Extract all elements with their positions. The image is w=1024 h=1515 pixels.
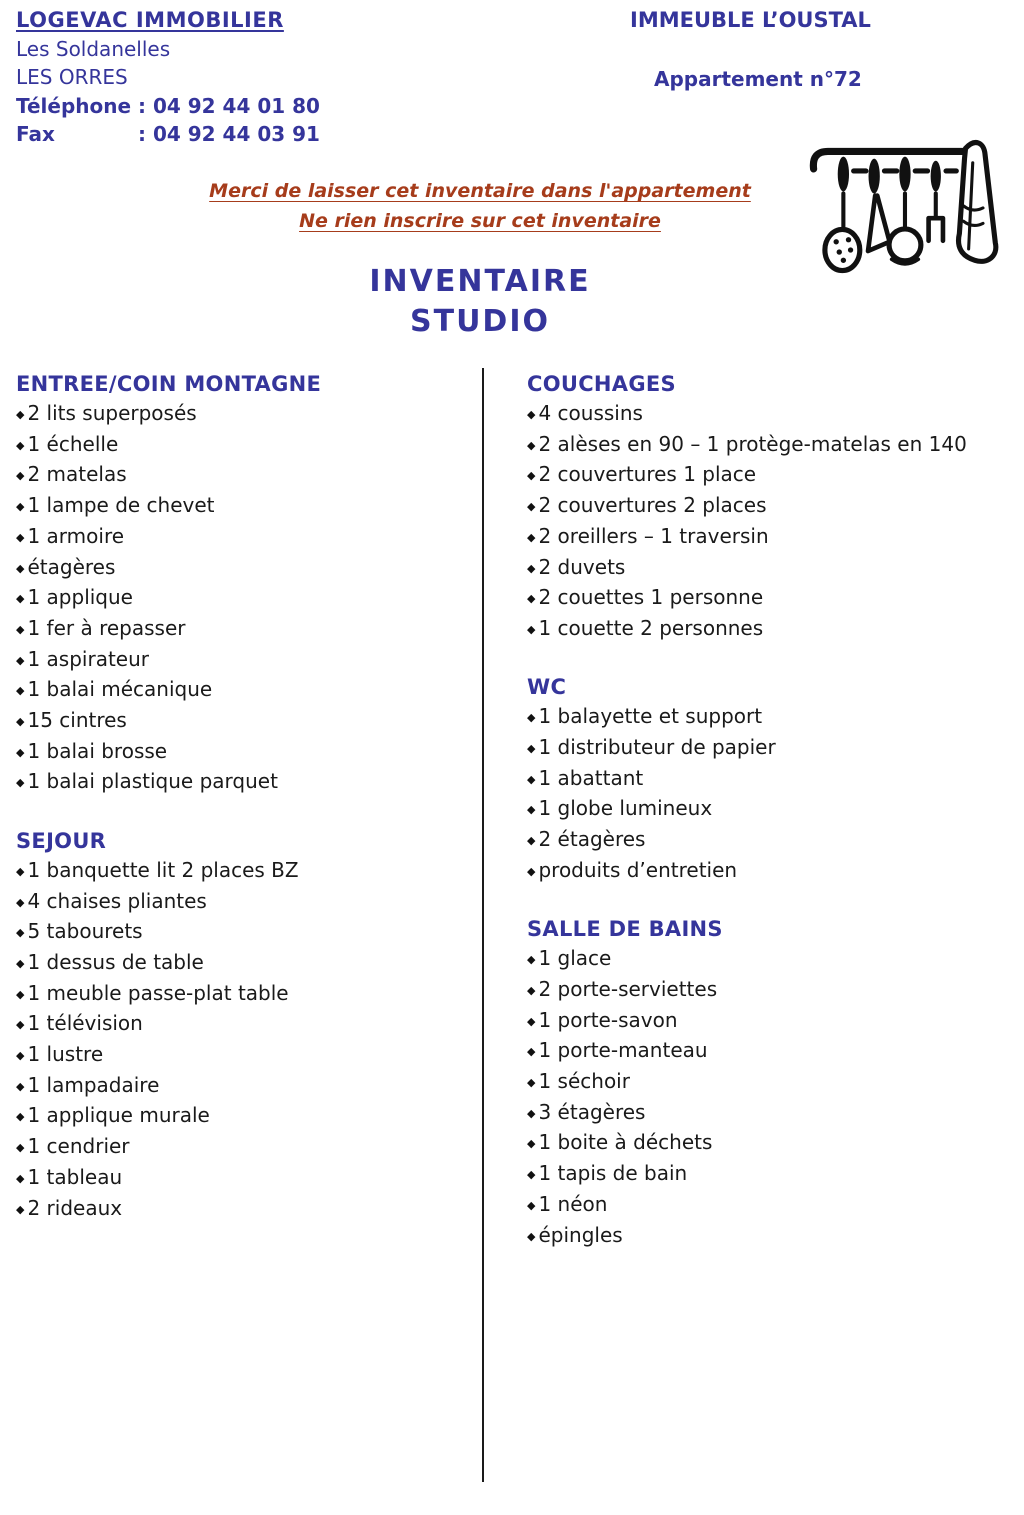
diamond-bullet-icon: ◆	[527, 1198, 536, 1212]
agency-name: LOGEVAC IMMOBILIER	[16, 8, 284, 32]
agency-header	[16, 6, 320, 149]
diamond-bullet-icon: ◆	[527, 772, 536, 786]
notice	[0, 176, 960, 236]
inventory-item	[16, 522, 456, 553]
inventory-item	[527, 1036, 1007, 1067]
diamond-bullet-icon: ◆	[16, 895, 25, 909]
diamond-bullet-icon: ◆	[527, 711, 536, 725]
diamond-bullet-icon: ◆	[527, 1045, 536, 1059]
diamond-bullet-icon: ◆	[16, 438, 25, 452]
inventory-item	[16, 1071, 456, 1102]
inventory-item	[16, 614, 456, 645]
item-label: 1 abattant	[538, 765, 644, 790]
inventory-item	[16, 645, 456, 676]
inventory-section	[16, 827, 456, 1224]
item-label: 1 balayette et support	[538, 704, 763, 729]
inventory-item	[527, 1221, 1007, 1252]
item-label: 1 applique	[27, 585, 133, 610]
diamond-bullet-icon: ◆	[527, 500, 536, 514]
diamond-bullet-icon: ◆	[527, 561, 536, 575]
item-label: 1 tableau	[27, 1164, 123, 1189]
diamond-bullet-icon: ◆	[527, 1076, 536, 1090]
inventory-item	[527, 702, 1007, 733]
item-label: 2 duvets	[538, 554, 626, 579]
diamond-bullet-icon: ◆	[16, 653, 25, 667]
item-label: 1 lampe de chevet	[27, 493, 215, 518]
apartment-number: Appartement n°72	[654, 67, 862, 91]
inventory-item	[16, 675, 456, 706]
inventory-item	[16, 737, 456, 768]
diamond-bullet-icon: ◆	[16, 500, 25, 514]
diamond-bullet-icon: ◆	[16, 1202, 25, 1216]
item-label: 4 coussins	[538, 401, 643, 425]
section-heading: WC	[527, 675, 567, 700]
diamond-bullet-icon: ◆	[527, 408, 536, 421]
diamond-bullet-icon: ◆	[527, 742, 536, 756]
building-name: IMMEUBLE L’OUSTAL	[630, 8, 871, 32]
diamond-bullet-icon: ◆	[527, 1229, 536, 1243]
phone-number: : 04 92 44 01 80	[138, 93, 320, 118]
item-label: 1 aspirateur	[27, 646, 150, 671]
diamond-bullet-icon: ◆	[16, 561, 25, 575]
inventory-item	[527, 1098, 1007, 1129]
inventory-item	[527, 583, 1007, 614]
diamond-bullet-icon: ◆	[16, 684, 25, 698]
item-label: 1 meuble passe-plat table	[27, 980, 289, 1005]
item-label: 1 fer à repasser	[27, 615, 186, 640]
item-label: 1 échelle	[27, 431, 119, 456]
inventory-item	[527, 1190, 1007, 1221]
item-label: 1 banquette lit 2 places BZ	[27, 857, 299, 882]
title-line-1: INVENTAIRE	[369, 264, 591, 299]
inventory-item	[16, 887, 456, 918]
diamond-bullet-icon: ◆	[16, 622, 25, 636]
inventory-item	[527, 522, 1007, 553]
inventory-item	[16, 1009, 456, 1040]
inventory-item	[16, 491, 456, 522]
diamond-bullet-icon: ◆	[527, 983, 536, 997]
inventory-item	[527, 944, 1007, 975]
diamond-bullet-icon: ◆	[16, 530, 25, 544]
diamond-bullet-icon: ◆	[16, 776, 25, 790]
item-label: 1 cendrier	[27, 1134, 130, 1159]
item-label: 2 couvertures 2 places	[538, 493, 767, 518]
item-label: 2 matelas	[27, 462, 127, 487]
diamond-bullet-icon: ◆	[16, 926, 25, 940]
item-label: 2 porte-serviettes	[538, 976, 718, 1001]
inventory-item	[16, 1194, 456, 1225]
inventory-item	[527, 764, 1007, 795]
diamond-bullet-icon: ◆	[16, 864, 25, 878]
inventory-item	[527, 1159, 1007, 1190]
building-header	[630, 6, 871, 93]
section-heading: ENTREE/COIN MONTAGNE	[16, 372, 322, 396]
inventory-section	[527, 673, 1007, 886]
diamond-bullet-icon: ◆	[527, 1014, 536, 1028]
inventory-item	[527, 553, 1007, 584]
item-label: 1 néon	[538, 1191, 608, 1216]
inventory-section	[527, 915, 1007, 1251]
city-name: LES ORRES	[16, 65, 128, 89]
item-label: 5 tabourets	[27, 919, 143, 944]
item-label: 1 boite à déchets	[538, 1130, 713, 1155]
item-label: 1 couette 2 personnes	[538, 615, 764, 640]
item-label: 3 étagères	[538, 1099, 646, 1124]
inventory-section	[527, 370, 1007, 645]
inventory-item	[16, 856, 456, 887]
item-label: 1 balai mécanique	[27, 677, 213, 702]
title-line-2: STUDIO	[410, 304, 550, 339]
item-label: 1 lustre	[27, 1042, 104, 1067]
item-label: 1 porte-manteau	[538, 1038, 708, 1063]
residence-name: Les Soldanelles	[16, 36, 171, 61]
diamond-bullet-icon: ◆	[16, 592, 25, 606]
item-label: 1 applique murale	[27, 1103, 210, 1128]
diamond-bullet-icon: ◆	[16, 715, 25, 729]
diamond-bullet-icon: ◆	[16, 1171, 25, 1185]
inventory-item	[16, 917, 456, 948]
inventory-item	[527, 491, 1007, 522]
phone-label: Téléphone	[16, 93, 132, 118]
item-label: 2 rideaux	[27, 1195, 123, 1220]
diamond-bullet-icon: ◆	[16, 745, 25, 759]
diamond-bullet-icon: ◆	[527, 864, 536, 878]
item-label: 1 dessus de table	[27, 949, 204, 974]
item-label: 1 séchoir	[538, 1069, 630, 1094]
item-label: 2 oreillers – 1 traversin	[538, 523, 769, 548]
item-label: 2 couettes 1 personne	[538, 585, 764, 610]
item-label: 2 lits superposés	[27, 401, 197, 425]
diamond-bullet-icon: ◆	[16, 1018, 25, 1032]
item-list	[16, 399, 456, 798]
item-label: 2 étagères	[538, 827, 646, 852]
diamond-bullet-icon: ◆	[527, 622, 536, 636]
diamond-bullet-icon: ◆	[527, 1168, 536, 1182]
inventory-item	[16, 979, 456, 1010]
diamond-bullet-icon: ◆	[527, 1137, 536, 1151]
diamond-bullet-icon: ◆	[527, 592, 536, 606]
inventory-column-left	[16, 370, 456, 1253]
diamond-bullet-icon: ◆	[16, 1110, 25, 1124]
item-label: 1 balai brosse	[27, 738, 168, 763]
item-list	[527, 944, 1007, 1251]
diamond-bullet-icon: ◆	[527, 803, 536, 817]
item-label: 1 télévision	[27, 1011, 143, 1036]
inventory-column-right	[527, 370, 1007, 1280]
inventory-item	[16, 706, 456, 737]
page-title	[0, 262, 960, 342]
column-divider-line	[482, 368, 484, 1482]
diamond-bullet-icon: ◆	[16, 1141, 25, 1155]
diamond-bullet-icon: ◆	[16, 408, 25, 421]
inventory-item	[16, 553, 456, 584]
inventory-item	[16, 1132, 456, 1163]
inventory-item	[16, 1101, 456, 1132]
item-label: 1 globe lumineux	[538, 796, 713, 821]
inventory-item	[527, 856, 1007, 887]
fax-line	[16, 120, 320, 149]
inventory-section	[16, 370, 456, 798]
inventory-item	[16, 430, 456, 461]
item-list	[16, 856, 456, 1224]
notice-line-2: Ne rien inscrire sur cet inventaire	[299, 210, 661, 232]
fax-number: : 04 92 44 03 91	[138, 122, 320, 146]
inventory-item	[527, 460, 1007, 491]
notice-line-1: Merci de laisser cet inventaire dans l'appartement	[209, 180, 751, 202]
inventory-item	[527, 1128, 1007, 1159]
item-label: produits d’entretien	[538, 857, 738, 882]
item-label: épingles	[538, 1222, 623, 1247]
inventory-item	[16, 460, 456, 491]
inventory-item	[16, 399, 456, 430]
inventory-item	[527, 733, 1007, 764]
diamond-bullet-icon: ◆	[527, 530, 536, 544]
item-label: 1 porte-savon	[538, 1007, 678, 1032]
item-list	[527, 702, 1007, 886]
section-heading: SEJOUR	[16, 828, 107, 853]
diamond-bullet-icon: ◆	[16, 469, 25, 483]
inventory-item	[527, 399, 1007, 430]
inventory-item	[527, 430, 1007, 461]
section-heading: SALLE DE BAINS	[527, 917, 723, 942]
inventory-item	[16, 948, 456, 979]
item-label: 1 tapis de bain	[538, 1161, 688, 1186]
phone-line	[16, 92, 320, 121]
diamond-bullet-icon: ◆	[16, 1049, 25, 1063]
item-list	[527, 399, 1007, 645]
item-label: 4 chaises pliantes	[27, 888, 207, 913]
inventory-item	[527, 975, 1007, 1006]
item-label: 1 distributeur de papier	[538, 735, 776, 760]
diamond-bullet-icon: ◆	[16, 956, 25, 970]
inventory-item	[527, 614, 1007, 645]
item-label: 15 cintres	[27, 708, 127, 733]
item-label: 1 armoire	[27, 523, 125, 548]
item-label: 1 balai plastique parquet	[27, 769, 278, 794]
diamond-bullet-icon: ◆	[16, 987, 25, 1001]
diamond-bullet-icon: ◆	[527, 1106, 536, 1120]
inventory-item	[16, 1163, 456, 1194]
inventory-item	[16, 583, 456, 614]
fax-label: Fax	[16, 122, 55, 146]
item-label: 1 lampadaire	[27, 1072, 160, 1097]
inventory-item	[527, 1067, 1007, 1098]
diamond-bullet-icon: ◆	[16, 1079, 25, 1093]
inventory-item	[16, 767, 456, 798]
diamond-bullet-icon: ◆	[527, 469, 536, 483]
diamond-bullet-icon: ◆	[527, 834, 536, 848]
item-label: 1 glace	[538, 946, 612, 971]
item-label: 2 alèses en 90 – 1 protège-matelas en 140	[538, 431, 967, 456]
inventory-item	[527, 1006, 1007, 1037]
inventory-item	[16, 1040, 456, 1071]
section-heading: COUCHAGES	[527, 372, 676, 396]
item-label: étagères	[27, 554, 116, 579]
inventory-item	[527, 794, 1007, 825]
inventory-item	[527, 825, 1007, 856]
diamond-bullet-icon: ◆	[527, 953, 536, 967]
item-label: 2 couvertures 1 place	[538, 462, 757, 487]
diamond-bullet-icon: ◆	[527, 438, 536, 452]
